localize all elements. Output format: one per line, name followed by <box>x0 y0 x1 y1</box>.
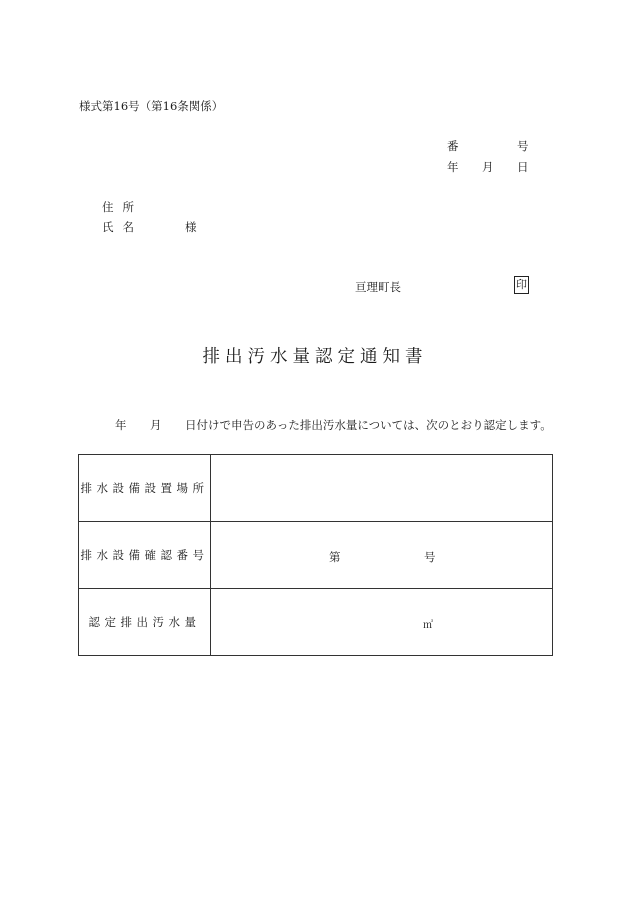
date-day-label: 日 <box>517 160 529 174</box>
address-label: 住所 <box>102 200 143 214</box>
document-number-label: 番 <box>447 139 459 153</box>
table-row <box>79 589 553 656</box>
number-prefix: 第 <box>329 550 341 564</box>
confirmation-number-label: 排水設備確認番号 <box>79 522 211 589</box>
cubic-meter-unit: ㎥ <box>423 620 433 631</box>
honorific-label: 様 <box>185 220 197 234</box>
number-suffix: 号 <box>424 550 436 564</box>
drainage-location-label: 排水設備設置場所 <box>79 455 211 522</box>
body-month-label: 月 <box>150 418 162 432</box>
body-text: 日付けで申告のあった排出汚水量については、次のとおり認定します。 <box>185 418 552 432</box>
table-row <box>79 522 553 589</box>
table-row <box>79 455 553 522</box>
wastewater-volume-value <box>211 589 553 656</box>
document-number-suffix: 号 <box>517 139 529 153</box>
seal-box: 印 <box>514 276 529 294</box>
wastewater-volume-label: 認定排出汚水量 <box>79 589 211 656</box>
document-title: 排出汚水量認定通知書 <box>202 347 428 367</box>
confirmation-number-value <box>211 522 553 589</box>
issuer-name: 亘理町長 <box>355 280 401 294</box>
name-label: 氏名 <box>102 220 143 234</box>
date-year-label: 年 <box>447 160 459 174</box>
certification-table <box>78 454 553 656</box>
body-year-label: 年 <box>115 418 127 432</box>
drainage-location-value <box>211 455 553 522</box>
form-number: 様式第16号（第16条関係） <box>79 99 224 113</box>
date-month-label: 月 <box>482 160 494 174</box>
